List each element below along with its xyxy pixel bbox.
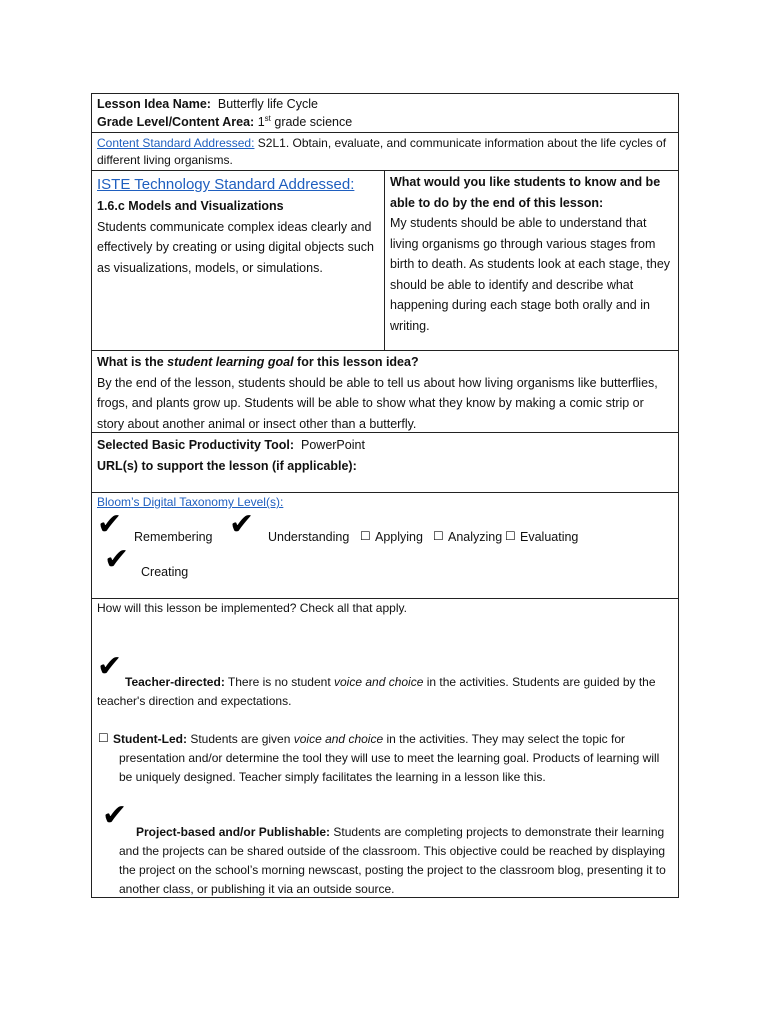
tool-line xyxy=(97,435,673,456)
grade-sup: st xyxy=(264,113,271,123)
lesson-plan-table xyxy=(91,93,679,898)
evaluating-label: Evaluating xyxy=(520,530,579,544)
evaluating-checkbox-icon[interactable]: ☐ xyxy=(505,529,516,543)
analyzing-label: Analyzing xyxy=(448,530,503,544)
remembering-check-icon[interactable]: ✔ xyxy=(97,507,123,542)
know-cell xyxy=(385,171,678,350)
iste-row xyxy=(92,171,678,351)
goal-q-em: student learning goal xyxy=(167,355,294,369)
bloom-heading-link[interactable]: Bloom’s Digital Taxonomy Level(s): xyxy=(97,495,284,509)
creating-label: Creating xyxy=(141,565,189,579)
student-led-text xyxy=(113,730,669,787)
tool-label: Selected Basic Productivity Tool: xyxy=(97,438,295,452)
lesson-name-value: Butterfly life Cycle xyxy=(217,97,318,111)
iste-text: Students communicate complex ideas clearly and effectively by creating or using digital objects such as visualizations, models, or simulations. xyxy=(97,219,375,275)
student-t1: Students are given xyxy=(187,732,294,746)
lesson-name-line xyxy=(97,95,673,113)
teacher-directed-label: Teacher-directed: xyxy=(125,675,225,689)
teacher-t2: in the activities. Students are guided by the teacher's direction and expectations. xyxy=(97,675,656,708)
iste-heading-link[interactable]: ISTE Technology Standard Addressed: xyxy=(97,176,355,193)
applying-label: Applying xyxy=(375,530,423,544)
learning-goal-question xyxy=(97,352,673,373)
tool-row xyxy=(92,433,678,493)
goal-q-post: for this lesson idea? xyxy=(293,355,419,369)
lesson-header-row xyxy=(92,94,678,133)
know-heading: What would you like students to know and be able to do by the end of this lesson: xyxy=(390,175,661,210)
grade-rest: grade science xyxy=(270,115,353,129)
goal-q-pre: What is the xyxy=(97,355,168,369)
lesson-name-label: Lesson Idea Name: xyxy=(97,97,211,111)
learning-goal-row xyxy=(92,351,678,433)
grade-num: 1 xyxy=(257,115,265,129)
content-standard-text: S2L1. Obtain, evaluate, and communicate information about the life cycles of different living organisms. xyxy=(97,136,667,167)
tool-value: PowerPoint xyxy=(301,438,365,452)
learning-goal-text: By the end of the lesson, students should be able to tell us about how living organisms like butterflies, frogs, and plants grow up. Students will be able to show what they know by making a comic strip or story about another animal or insect other than a butterfly. xyxy=(97,375,658,431)
grade-label: Grade Level/Content Area: xyxy=(97,115,255,129)
project-based-label: Project-based and/or Publishable: xyxy=(136,825,331,839)
teacher-directed-check-icon[interactable]: ✔ xyxy=(97,649,123,684)
iste-cell xyxy=(92,171,385,350)
url-label: URL(s) to support the lesson (if applicable): xyxy=(97,458,357,473)
student-led-checkbox-icon[interactable]: ☐ xyxy=(98,731,109,745)
applying-checkbox-icon[interactable]: ☐ xyxy=(360,529,371,543)
teacher-t1: There is no student xyxy=(224,675,334,689)
project-based-check-icon[interactable]: ✔ xyxy=(102,798,128,833)
project-based-text xyxy=(119,823,669,899)
creating-check-icon[interactable]: ✔ xyxy=(104,542,130,577)
content-standard-row xyxy=(92,133,678,171)
teacher-directed-text xyxy=(97,673,669,711)
bloom-row xyxy=(92,493,678,599)
understanding-check-icon[interactable]: ✔ xyxy=(229,507,255,542)
student-led-label: Student-Led: xyxy=(113,732,187,746)
student-t2: in the activities. They may select the topic for presentation and/or determine the tool they will use to meet the learning goal. Products of learning will be uniquely designed. Teacher simply facilitates the learning in a lesson like this. xyxy=(119,732,660,784)
analyzing-checkbox-icon[interactable]: ☐ xyxy=(433,529,444,543)
implementation-row xyxy=(92,599,678,897)
know-text: My students should be able to understand that living organisms go through various stages from birth to death. As students look at each stage, they should be able to identify and describe what happening during each stage both orally and in writing. xyxy=(390,216,671,333)
iste-subheading: 1.6.c Models and Visualizations xyxy=(97,199,284,213)
project-text: Students are completing projects to demonstrate their learning and the projects can be shared outside of the classroom. This objective could be reached by displaying the project on the school’s morning newscast, posting the project to the classroom blog, presenting it to another class, or publishing it via an outside source. xyxy=(119,825,666,896)
grade-line xyxy=(97,113,673,131)
teacher-em: voice and choice xyxy=(334,675,424,689)
understanding-label: Understanding xyxy=(268,530,350,544)
student-em: voice and choice xyxy=(293,732,384,746)
content-standard-link[interactable]: Content Standard Addressed: xyxy=(97,136,255,150)
remembering-label: Remembering xyxy=(134,530,213,544)
implementation-question: How will this lesson be implemented? Check all that apply. xyxy=(97,601,407,615)
